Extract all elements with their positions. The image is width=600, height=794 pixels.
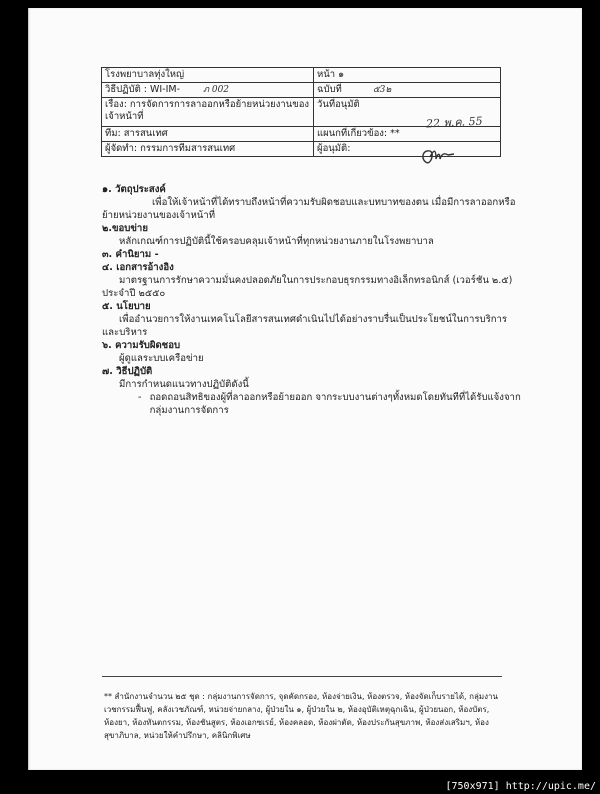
- section-1-text: เพื่อให้เจ้าหน้าที่ได้ทราบถึงหน้าที่ความรับผิดชอบและบทบาทของตน เมื่อมีการลาออกหรือย้ายหน่วยงานของเจ้าหน้าที่: [102, 197, 516, 221]
- section-3-title: ๓. คำนิยาม -: [102, 249, 159, 260]
- section-6-title: ๖. ความรับผิดชอบ: [102, 340, 181, 351]
- approved-date-handwritten: 22 พ.ค. 55: [425, 114, 483, 131]
- related-department: แผนกที่เกี่ยวข้อง: **: [314, 127, 501, 142]
- section-2-title: ๒.ขอบข่าย: [102, 223, 148, 234]
- copy-number-handwritten: ๕3๒: [372, 85, 392, 95]
- team: ทีม: สารสนเทศ: [102, 127, 314, 142]
- section-2-text: หลักเกณฑ์การปฏิบัตินี้ใช้ครอบคลุมเจ้าหน้าที่ทุกหน่วยงานภายในโรงพยาบาล: [119, 236, 434, 247]
- copy-cell: [314, 83, 501, 98]
- document-body: [102, 183, 522, 417]
- image-watermark: [750x971] http://upic.me/: [445, 781, 596, 792]
- author: ผู้จัดทำ: กรรมการทีมสารสนเทศ: [102, 142, 314, 157]
- section-5-title: ๕. นโยบาย: [102, 301, 151, 312]
- document-header-table: [101, 67, 501, 157]
- copy-label: ฉบับที่: [317, 84, 342, 95]
- section-7-title: ๗. วิธีปฏิบัติ: [102, 366, 153, 377]
- page-number: หน้า ๑: [314, 68, 501, 83]
- procedure-label: วิธีปฏิบัติ : WI-IM-: [105, 84, 181, 95]
- procedure-cell: [102, 83, 314, 98]
- section-4-text: มาตรฐานการรักษาความมั่นคงปลอดภัยในการประกอบธุรกรรมทางอิเล็กทรอนิกส์ (เวอร์ชัน ๒.๕) ประจำปี ๒๕๕๐: [102, 275, 513, 299]
- section-7-text: มีการกำหนดแนวทางปฏิบัติดังนี้: [119, 379, 249, 390]
- subject: เรื่อง: การจัดการการลาออกหรือย้ายหน่วยงานของเจ้าหน้าที่: [102, 98, 314, 127]
- bullet-mark: -: [138, 392, 142, 403]
- org-name: โรงพยาบาลทุ่งใหญ่: [102, 68, 314, 83]
- footnote-divider: [102, 676, 502, 677]
- section-5-text: เพื่ออำนวยการให้งานเทคโนโลยีสารสนเทศดำเนินไปได้อย่างราบรื่นเป็นประโยชน์ในการบริการและบริหาร: [102, 314, 508, 338]
- approver-signature: [418, 147, 458, 167]
- approved-date-label: วันที่อนุมัติ: [314, 98, 501, 127]
- section-1-title: ๑. วัตถุประสงค์: [102, 184, 166, 195]
- section-4-title: ๔. เอกสารอ้างอิง: [102, 262, 174, 273]
- approver-label: ผู้อนุมัติ:: [314, 142, 501, 157]
- procedure-code-handwritten: ภ 002: [203, 85, 230, 95]
- bullet-text: ถอดถอนสิทธิของผู้ที่ลาออกหรือย้ายออก จากระบบงานต่างๆทั้งหมดโดยทันทีที่ได้รับแจ้งจากกลุ่มงานการจัดการ: [149, 392, 521, 416]
- section-6-text: ผู้ดูแลระบบเครือข่าย: [119, 353, 204, 364]
- section-7-bullet: [138, 391, 522, 417]
- footnote: ** สำนักงานจำนวน ๒๕ ชุด : กลุ่มงานการจัดการ, จุดคัดกรอง, ห้องจ่ายเงิน, ห้องตรวจ, ห้องจัดเก็บรายได้, กลุ่มงานเวชกรรมฟื้นฟู, คลังเวชภัณฑ์, หน่วยจ่ายกลาง, ผู้ป่วยใน ๑, ผู้ป่วยใน ๒, ห้องอุบัติเหตุฉุกเฉิน, ผู้ป่วยนอก, ห้องบัตร, ห้องยา, ห้องทันตกรรม, ห้องชันสูตร, ห้องเอกซเรย์, ห้องคลอด, ห้องผ่าตัด, ห้องประกันสุขภาพ, ห้องส่งเสริมฯ, ห้องสุขาภิบาล, หน่วยให้คำปรึกษา, คลินิกพิเศษ: [104, 692, 498, 740]
